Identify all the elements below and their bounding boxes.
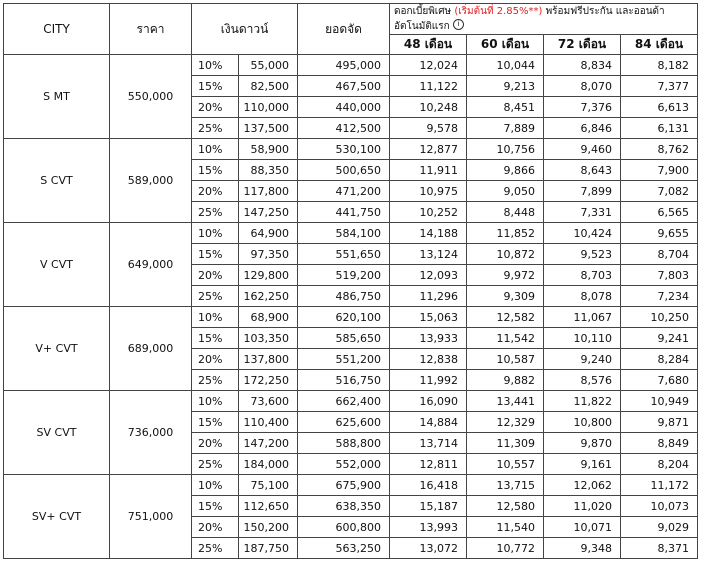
installment-48: 9,578 (390, 118, 467, 139)
down-amount: 187,750 (239, 538, 298, 559)
down-amount: 64,900 (239, 223, 298, 244)
finance-amount: 495,000 (298, 55, 390, 76)
down-percent: 10% (192, 391, 239, 412)
installment-48: 11,992 (390, 370, 467, 391)
installment-60: 8,451 (467, 97, 544, 118)
down-percent: 20% (192, 433, 239, 454)
installment-72: 8,078 (544, 286, 621, 307)
installment-72: 9,523 (544, 244, 621, 265)
finance-amount: 441,750 (298, 202, 390, 223)
finance-amount: 412,500 (298, 118, 390, 139)
installment-84: 8,762 (621, 139, 698, 160)
installment-72: 7,331 (544, 202, 621, 223)
installment-48: 11,296 (390, 286, 467, 307)
finance-table (3, 3, 698, 559)
down-amount: 147,200 (239, 433, 298, 454)
installment-48: 10,252 (390, 202, 467, 223)
installment-48: 11,122 (390, 76, 467, 97)
installment-60: 10,587 (467, 349, 544, 370)
finance-amount: 471,200 (298, 181, 390, 202)
down-amount: 110,000 (239, 97, 298, 118)
installment-60: 9,866 (467, 160, 544, 181)
down-percent: 20% (192, 517, 239, 538)
term-header-48: 48 เดือน (390, 35, 467, 55)
down-amount: 112,650 (239, 496, 298, 517)
down-amount: 150,200 (239, 517, 298, 538)
down-percent: 10% (192, 55, 239, 76)
finance-amount: 486,750 (298, 286, 390, 307)
installment-84: 8,284 (621, 349, 698, 370)
finance-amount: 519,200 (298, 265, 390, 286)
installment-48: 12,838 (390, 349, 467, 370)
down-amount: 75,100 (239, 475, 298, 496)
installment-84: 7,803 (621, 265, 698, 286)
model-price: 736,000 (110, 391, 192, 475)
installment-84: 8,849 (621, 433, 698, 454)
finance-amount: 625,600 (298, 412, 390, 433)
installment-72: 10,424 (544, 223, 621, 244)
down-amount: 58,900 (239, 139, 298, 160)
down-percent: 25% (192, 538, 239, 559)
model-name: V+ CVT (4, 307, 110, 391)
down-amount: 110,400 (239, 412, 298, 433)
installment-72: 10,800 (544, 412, 621, 433)
model-name: SV CVT (4, 391, 110, 475)
installment-84: 6,131 (621, 118, 698, 139)
down-amount: 117,800 (239, 181, 298, 202)
installment-48: 15,063 (390, 307, 467, 328)
finance-amount: 440,000 (298, 97, 390, 118)
down-percent: 20% (192, 97, 239, 118)
down-payment-header: เงินดาวน์ (192, 4, 298, 55)
installment-72: 9,870 (544, 433, 621, 454)
installment-60: 12,582 (467, 307, 544, 328)
model-name: V CVT (4, 223, 110, 307)
finance-amount: 600,800 (298, 517, 390, 538)
down-amount: 97,350 (239, 244, 298, 265)
finance-amount: 588,800 (298, 433, 390, 454)
installment-60: 11,540 (467, 517, 544, 538)
installment-84: 6,565 (621, 202, 698, 223)
installment-72: 8,576 (544, 370, 621, 391)
down-percent: 10% (192, 139, 239, 160)
installment-84: 8,704 (621, 244, 698, 265)
installment-48: 11,911 (390, 160, 467, 181)
model-name: S MT (4, 55, 110, 139)
table-row (4, 139, 698, 160)
installment-48: 10,975 (390, 181, 467, 202)
installment-60: 9,213 (467, 76, 544, 97)
installment-72: 11,020 (544, 496, 621, 517)
down-percent: 25% (192, 118, 239, 139)
model-price: 689,000 (110, 307, 192, 391)
interest-note (390, 4, 698, 35)
finance-amount: 620,100 (298, 307, 390, 328)
finance-amount: 551,650 (298, 244, 390, 265)
installment-48: 12,093 (390, 265, 467, 286)
installment-72: 10,071 (544, 517, 621, 538)
installment-48: 14,188 (390, 223, 467, 244)
installment-60: 10,044 (467, 55, 544, 76)
table-row (4, 55, 698, 76)
installment-48: 14,884 (390, 412, 467, 433)
installment-72: 7,899 (544, 181, 621, 202)
down-percent: 15% (192, 76, 239, 97)
installment-72: 8,643 (544, 160, 621, 181)
installment-84: 7,377 (621, 76, 698, 97)
model-price: 589,000 (110, 139, 192, 223)
installment-60: 12,580 (467, 496, 544, 517)
installment-60: 7,889 (467, 118, 544, 139)
installment-72: 7,376 (544, 97, 621, 118)
finance-amount: 675,900 (298, 475, 390, 496)
term-header-84: 84 เดือน (621, 35, 698, 55)
table-row (4, 223, 698, 244)
down-percent: 15% (192, 412, 239, 433)
installment-60: 11,309 (467, 433, 544, 454)
down-percent: 20% (192, 181, 239, 202)
finance-amount: 585,650 (298, 328, 390, 349)
down-percent: 10% (192, 223, 239, 244)
installment-72: 10,110 (544, 328, 621, 349)
installment-84: 7,680 (621, 370, 698, 391)
installment-72: 6,846 (544, 118, 621, 139)
installment-48: 10,248 (390, 97, 467, 118)
note-suffix: พร้อมฟรีประกัน และออนด้า อัตโนมัติแรก (394, 6, 665, 32)
model-price: 550,000 (110, 55, 192, 139)
installment-84: 9,029 (621, 517, 698, 538)
installment-60: 9,309 (467, 286, 544, 307)
model-price: 751,000 (110, 475, 192, 559)
note-prefix: ดอกเบี้ยพิเศษ (394, 6, 452, 17)
down-percent: 25% (192, 202, 239, 223)
down-percent: 25% (192, 370, 239, 391)
installment-60: 10,557 (467, 454, 544, 475)
installment-84: 8,204 (621, 454, 698, 475)
installment-60: 11,542 (467, 328, 544, 349)
installment-60: 10,772 (467, 538, 544, 559)
price-header: ราคา (110, 4, 192, 55)
installment-84: 9,241 (621, 328, 698, 349)
down-percent: 15% (192, 160, 239, 181)
installment-48: 12,024 (390, 55, 467, 76)
finance-amount-header: ยอดจัด (298, 4, 390, 55)
term-header-72: 72 เดือน (544, 35, 621, 55)
installment-84: 10,250 (621, 307, 698, 328)
term-header-60: 60 เดือน (467, 35, 544, 55)
model-price: 649,000 (110, 223, 192, 307)
installment-48: 12,811 (390, 454, 467, 475)
finance-amount: 662,400 (298, 391, 390, 412)
installment-60: 8,448 (467, 202, 544, 223)
note-rate: (เริ่มต้นที่ 2.85%**) (454, 6, 543, 17)
city-header: CITY (4, 4, 110, 55)
finance-amount: 638,350 (298, 496, 390, 517)
table-row (4, 475, 698, 496)
down-percent: 20% (192, 265, 239, 286)
installment-72: 11,067 (544, 307, 621, 328)
installment-48: 15,187 (390, 496, 467, 517)
down-percent: 10% (192, 307, 239, 328)
finance-amount: 467,500 (298, 76, 390, 97)
down-amount: 162,250 (239, 286, 298, 307)
down-amount: 137,800 (239, 349, 298, 370)
finance-amount: 584,100 (298, 223, 390, 244)
installment-60: 10,756 (467, 139, 544, 160)
down-amount: 73,600 (239, 391, 298, 412)
down-amount: 129,800 (239, 265, 298, 286)
installment-60: 13,441 (467, 391, 544, 412)
installment-60: 9,050 (467, 181, 544, 202)
down-percent: 25% (192, 454, 239, 475)
table-row (4, 307, 698, 328)
installment-48: 16,418 (390, 475, 467, 496)
finance-amount: 516,750 (298, 370, 390, 391)
installment-84: 9,655 (621, 223, 698, 244)
down-percent: 15% (192, 496, 239, 517)
installment-72: 8,070 (544, 76, 621, 97)
installment-84: 11,172 (621, 475, 698, 496)
installment-72: 9,460 (544, 139, 621, 160)
down-amount: 184,000 (239, 454, 298, 475)
finance-amount: 530,100 (298, 139, 390, 160)
installment-48: 13,124 (390, 244, 467, 265)
installment-48: 13,072 (390, 538, 467, 559)
installment-48: 13,933 (390, 328, 467, 349)
down-amount: 137,500 (239, 118, 298, 139)
down-amount: 103,350 (239, 328, 298, 349)
installment-84: 10,073 (621, 496, 698, 517)
down-amount: 172,250 (239, 370, 298, 391)
model-name: S CVT (4, 139, 110, 223)
installment-84: 7,900 (621, 160, 698, 181)
down-amount: 82,500 (239, 76, 298, 97)
finance-amount: 552,000 (298, 454, 390, 475)
installment-60: 10,872 (467, 244, 544, 265)
installment-48: 16,090 (390, 391, 467, 412)
finance-amount: 551,200 (298, 349, 390, 370)
model-name: SV+ CVT (4, 475, 110, 559)
finance-amount: 563,250 (298, 538, 390, 559)
installment-84: 7,082 (621, 181, 698, 202)
installment-60: 12,329 (467, 412, 544, 433)
down-percent: 15% (192, 244, 239, 265)
down-percent: 15% (192, 328, 239, 349)
installment-72: 9,161 (544, 454, 621, 475)
finance-amount: 500,650 (298, 160, 390, 181)
installment-48: 12,877 (390, 139, 467, 160)
table-row (4, 391, 698, 412)
installment-48: 13,714 (390, 433, 467, 454)
table-body (4, 55, 698, 559)
installment-72: 9,240 (544, 349, 621, 370)
down-percent: 25% (192, 286, 239, 307)
installment-72: 11,822 (544, 391, 621, 412)
installment-60: 9,972 (467, 265, 544, 286)
down-percent: 20% (192, 349, 239, 370)
installment-84: 8,182 (621, 55, 698, 76)
installment-60: 13,715 (467, 475, 544, 496)
installment-60: 11,852 (467, 223, 544, 244)
down-amount: 55,000 (239, 55, 298, 76)
installment-60: 9,882 (467, 370, 544, 391)
installment-72: 8,834 (544, 55, 621, 76)
down-amount: 68,900 (239, 307, 298, 328)
installment-84: 8,371 (621, 538, 698, 559)
installment-84: 6,613 (621, 97, 698, 118)
down-amount: 147,250 (239, 202, 298, 223)
info-icon[interactable]: i (453, 19, 464, 30)
installment-72: 8,703 (544, 265, 621, 286)
down-amount: 88,350 (239, 160, 298, 181)
installment-84: 9,871 (621, 412, 698, 433)
installment-84: 7,234 (621, 286, 698, 307)
down-percent: 10% (192, 475, 239, 496)
installment-72: 9,348 (544, 538, 621, 559)
installment-48: 13,993 (390, 517, 467, 538)
installment-72: 12,062 (544, 475, 621, 496)
installment-84: 10,949 (621, 391, 698, 412)
